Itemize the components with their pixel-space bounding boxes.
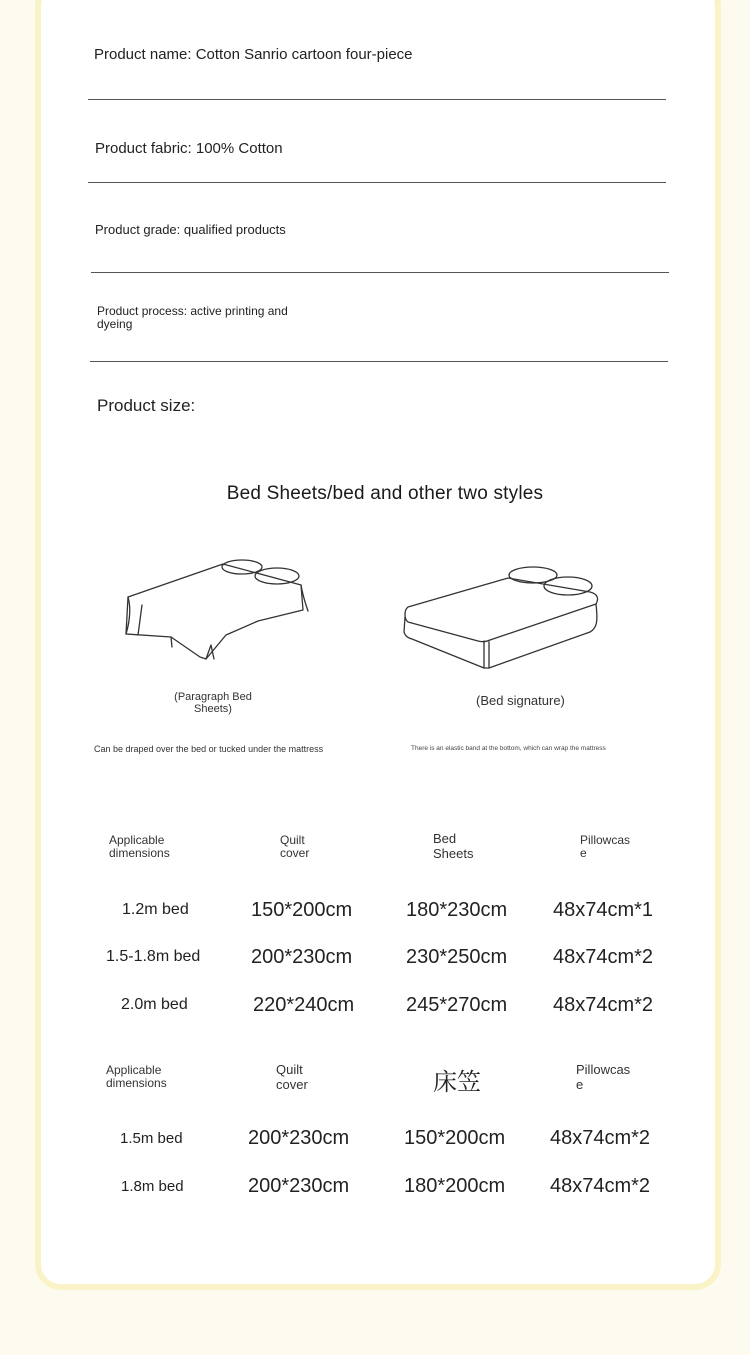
table1-header-pillowcase: Pillowcase	[580, 833, 631, 860]
flat-sheet-bed-icon	[118, 555, 313, 670]
table1-row1-quilt: 150*200cm	[251, 899, 353, 921]
table1-row1-sheets: 180*230cm	[406, 899, 508, 921]
table2-header-dimensions: Applicable dimensions	[106, 1063, 167, 1090]
table1-header-quilt: Quilt cover	[280, 833, 310, 860]
table1-row2-bed: 1.5-1.8m bed	[106, 948, 201, 965]
product-name: Product name: Cotton Sanrio cartoon four-piece	[94, 46, 413, 63]
fitted-sheet-caption: (Bed signature)	[476, 693, 565, 708]
divider	[90, 361, 668, 362]
table1-header-dimensions: Applicable dimensions	[109, 833, 170, 860]
styles-title: Bed Sheets/bed and other two styles	[226, 483, 544, 504]
table2-row2-fitted: 180*200cm	[404, 1175, 506, 1197]
table1-row2-quilt: 200*230cm	[251, 946, 353, 968]
product-grade: Product grade: qualified products	[95, 222, 286, 237]
table1-row3-pillowcase: 48x74cm*2	[553, 994, 654, 1016]
flat-sheet-caption: (Paragraph Bed Sheets)	[174, 691, 252, 715]
table2-header-fitted-sheet: 床笠	[433, 1069, 481, 1096]
table1-row3-bed: 2.0m bed	[121, 996, 188, 1013]
table2-row1-quilt: 200*230cm	[248, 1127, 350, 1149]
fitted-sheet-bed-icon	[400, 562, 605, 672]
table1-row1-bed: 1.2m bed	[122, 901, 189, 918]
table2-row2-pillowcase: 48x74cm*2	[550, 1175, 651, 1197]
product-size-label: Product size:	[97, 396, 196, 415]
table2-row2-bed: 1.8m bed	[121, 1178, 184, 1195]
product-fabric: Product fabric: 100% Cotton	[95, 140, 283, 157]
table2-row1-bed: 1.5m bed	[120, 1130, 183, 1147]
table1-row2-pillowcase: 48x74cm*2	[553, 946, 654, 968]
table1-row2-sheets: 230*250cm	[406, 946, 508, 968]
table2-row1-fitted: 150*200cm	[404, 1127, 506, 1149]
table1-row3-quilt: 220*240cm	[253, 994, 355, 1016]
fitted-sheet-note: There is an elastic band at the bottom, which can wrap the mattress	[411, 745, 606, 752]
divider	[88, 182, 666, 183]
table1-row1-pillowcase: 48x74cm*1	[553, 899, 654, 921]
table2-header-pillowcase: Pillowcase	[576, 1062, 631, 1092]
flat-sheet-note: Can be draped over the bed or tucked under the mattress	[94, 744, 324, 754]
table2-row2-quilt: 200*230cm	[248, 1175, 350, 1197]
table1-header-sheets: Bed Sheets	[433, 831, 474, 861]
product-process: Product process: active printing and dyeing	[97, 304, 288, 331]
table2-header-quilt: Quilt cover	[276, 1062, 308, 1092]
table1-row3-sheets: 245*270cm	[406, 994, 508, 1016]
divider	[91, 272, 669, 273]
divider	[88, 99, 666, 100]
table2-row1-pillowcase: 48x74cm*2	[550, 1127, 651, 1149]
